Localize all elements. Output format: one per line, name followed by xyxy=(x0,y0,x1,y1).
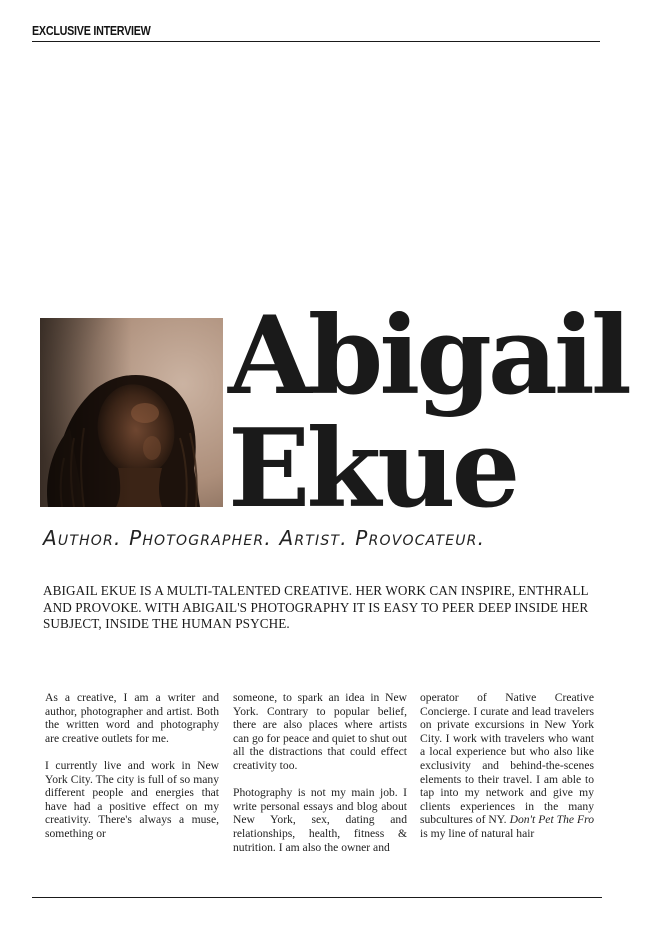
interview-title xyxy=(228,293,628,532)
body-column-2 xyxy=(233,691,407,854)
lede-paragraph: ABIGAIL EKUE IS A MULTI-TALENTED CREATIVE. HER WORK CAN INSPIRE, ENTHRALL AND PROVOKE. WITH ABIGAIL'S PHOTOGRAPHY IT IS EASY TO PEER DEEP INSIDE HER SUBJECT, INSIDE THE HUMAN PSYCHE. xyxy=(43,583,589,631)
bottom-rule xyxy=(32,897,602,898)
text-run: operator of Native Creative Concierge. I curate and lead travelers on private excursions in New York City. I work with travelers who want a local experience but who also like exclusivity and behind-the-scenes elements to their travel. I am able to tap into my network and give my clients experiences in the many subcultures of NY. xyxy=(420,691,594,827)
body-column-1 xyxy=(45,691,219,841)
paragraph: Photography is not my main job. I write personal essays and blog about New York, sex, dating and relationships, health, fitness & nutrition. I am also the owner and xyxy=(233,786,407,854)
paragraph: someone, to spark an idea in New York. Contrary to popular belief, there are also places where artists can go for peace and quiet to shut out all the distractions that could effect creativity too. xyxy=(233,691,407,772)
tagline: Author. Photographer. Artist. Provocateur. xyxy=(43,526,486,550)
paragraph: As a creative, I am a writer and author, photographer and artist. Both the written word and photography are creative outlets for me. xyxy=(45,691,219,745)
paragraph: I currently live and work in New York City. The city is full of so many different people and energies that have had a positive effect on my creativity. There's always a muse, something or xyxy=(45,758,219,840)
body-column-3 xyxy=(420,691,594,841)
top-rule xyxy=(32,41,600,42)
text-run: is my line of natural hair xyxy=(420,826,535,840)
title-first-name: Abigail xyxy=(228,293,628,419)
title-last-name: Ekue xyxy=(228,406,517,532)
paragraph xyxy=(420,691,594,841)
brand-name: Don't Pet The Fro xyxy=(509,813,594,827)
section-label: EXCLUSIVE INTERVIEW xyxy=(32,24,151,38)
portrait-photo xyxy=(40,318,223,507)
